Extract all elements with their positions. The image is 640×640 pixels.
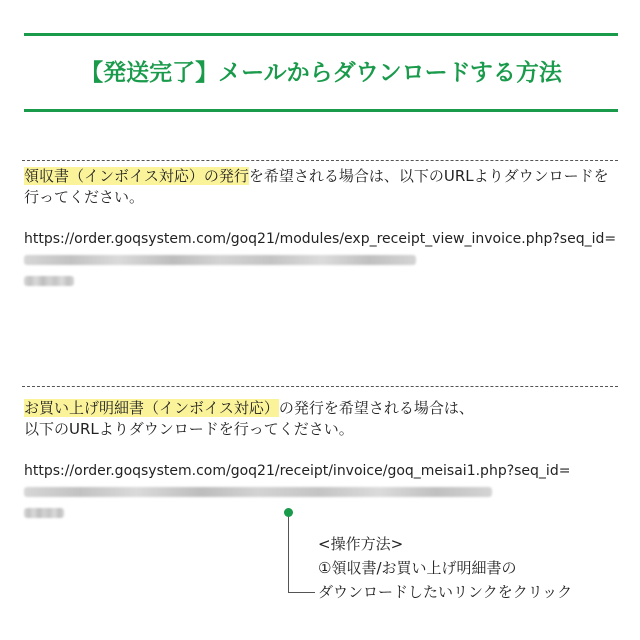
- section-divider: [22, 386, 618, 387]
- receipt-instructions: [24, 166, 620, 208]
- operation-instructions: [318, 532, 572, 604]
- statement-instructions-line2: 以下のURLよりダウンロードを行ってください。: [24, 420, 354, 438]
- callout-dot-icon: [284, 508, 293, 517]
- statement-instructions-text: の発行を希望される場合は、: [278, 399, 474, 417]
- redacted-seq-id: [24, 255, 416, 265]
- statement-url-text: https://order.goqsystem.com/goq21/receipt/invoice/goq_meisai1.php?seq_id=: [24, 463, 571, 479]
- header-bottom-rule: [24, 109, 618, 112]
- statement-instructions: [24, 398, 620, 440]
- receipt-highlight: 領収書（インボイス対応）の発行: [24, 167, 249, 185]
- receipt-url[interactable]: [24, 229, 620, 292]
- operation-step-1-cont: ダウンロードしたいリンクをクリック: [318, 583, 573, 601]
- statement-url[interactable]: [24, 461, 620, 524]
- operation-step-1: ①領収書/お買い上げ明細書の: [318, 559, 517, 577]
- redacted-seq-id-tail: [24, 276, 74, 286]
- statement-highlight: お買い上げ明細書（インボイス対応）: [24, 399, 279, 417]
- section-divider: [22, 160, 618, 161]
- header-top-rule: [24, 33, 618, 36]
- receipt-url-text: https://order.goqsystem.com/goq21/modules/exp_receipt_view_invoice.php?seq_id=: [24, 231, 617, 247]
- receipt-section: [24, 166, 620, 292]
- receipt-instructions-text: を希望される場合は、以下のURLよりダウンロードを行ってください。: [24, 167, 609, 206]
- redacted-seq-id: [24, 487, 492, 497]
- callout-connector: [288, 512, 315, 593]
- statement-section: [24, 398, 620, 524]
- page-title: 【発送完了】メールからダウンロードする方法: [80, 60, 562, 86]
- operation-title: <操作方法>: [318, 535, 404, 553]
- redacted-seq-id-tail: [24, 508, 64, 518]
